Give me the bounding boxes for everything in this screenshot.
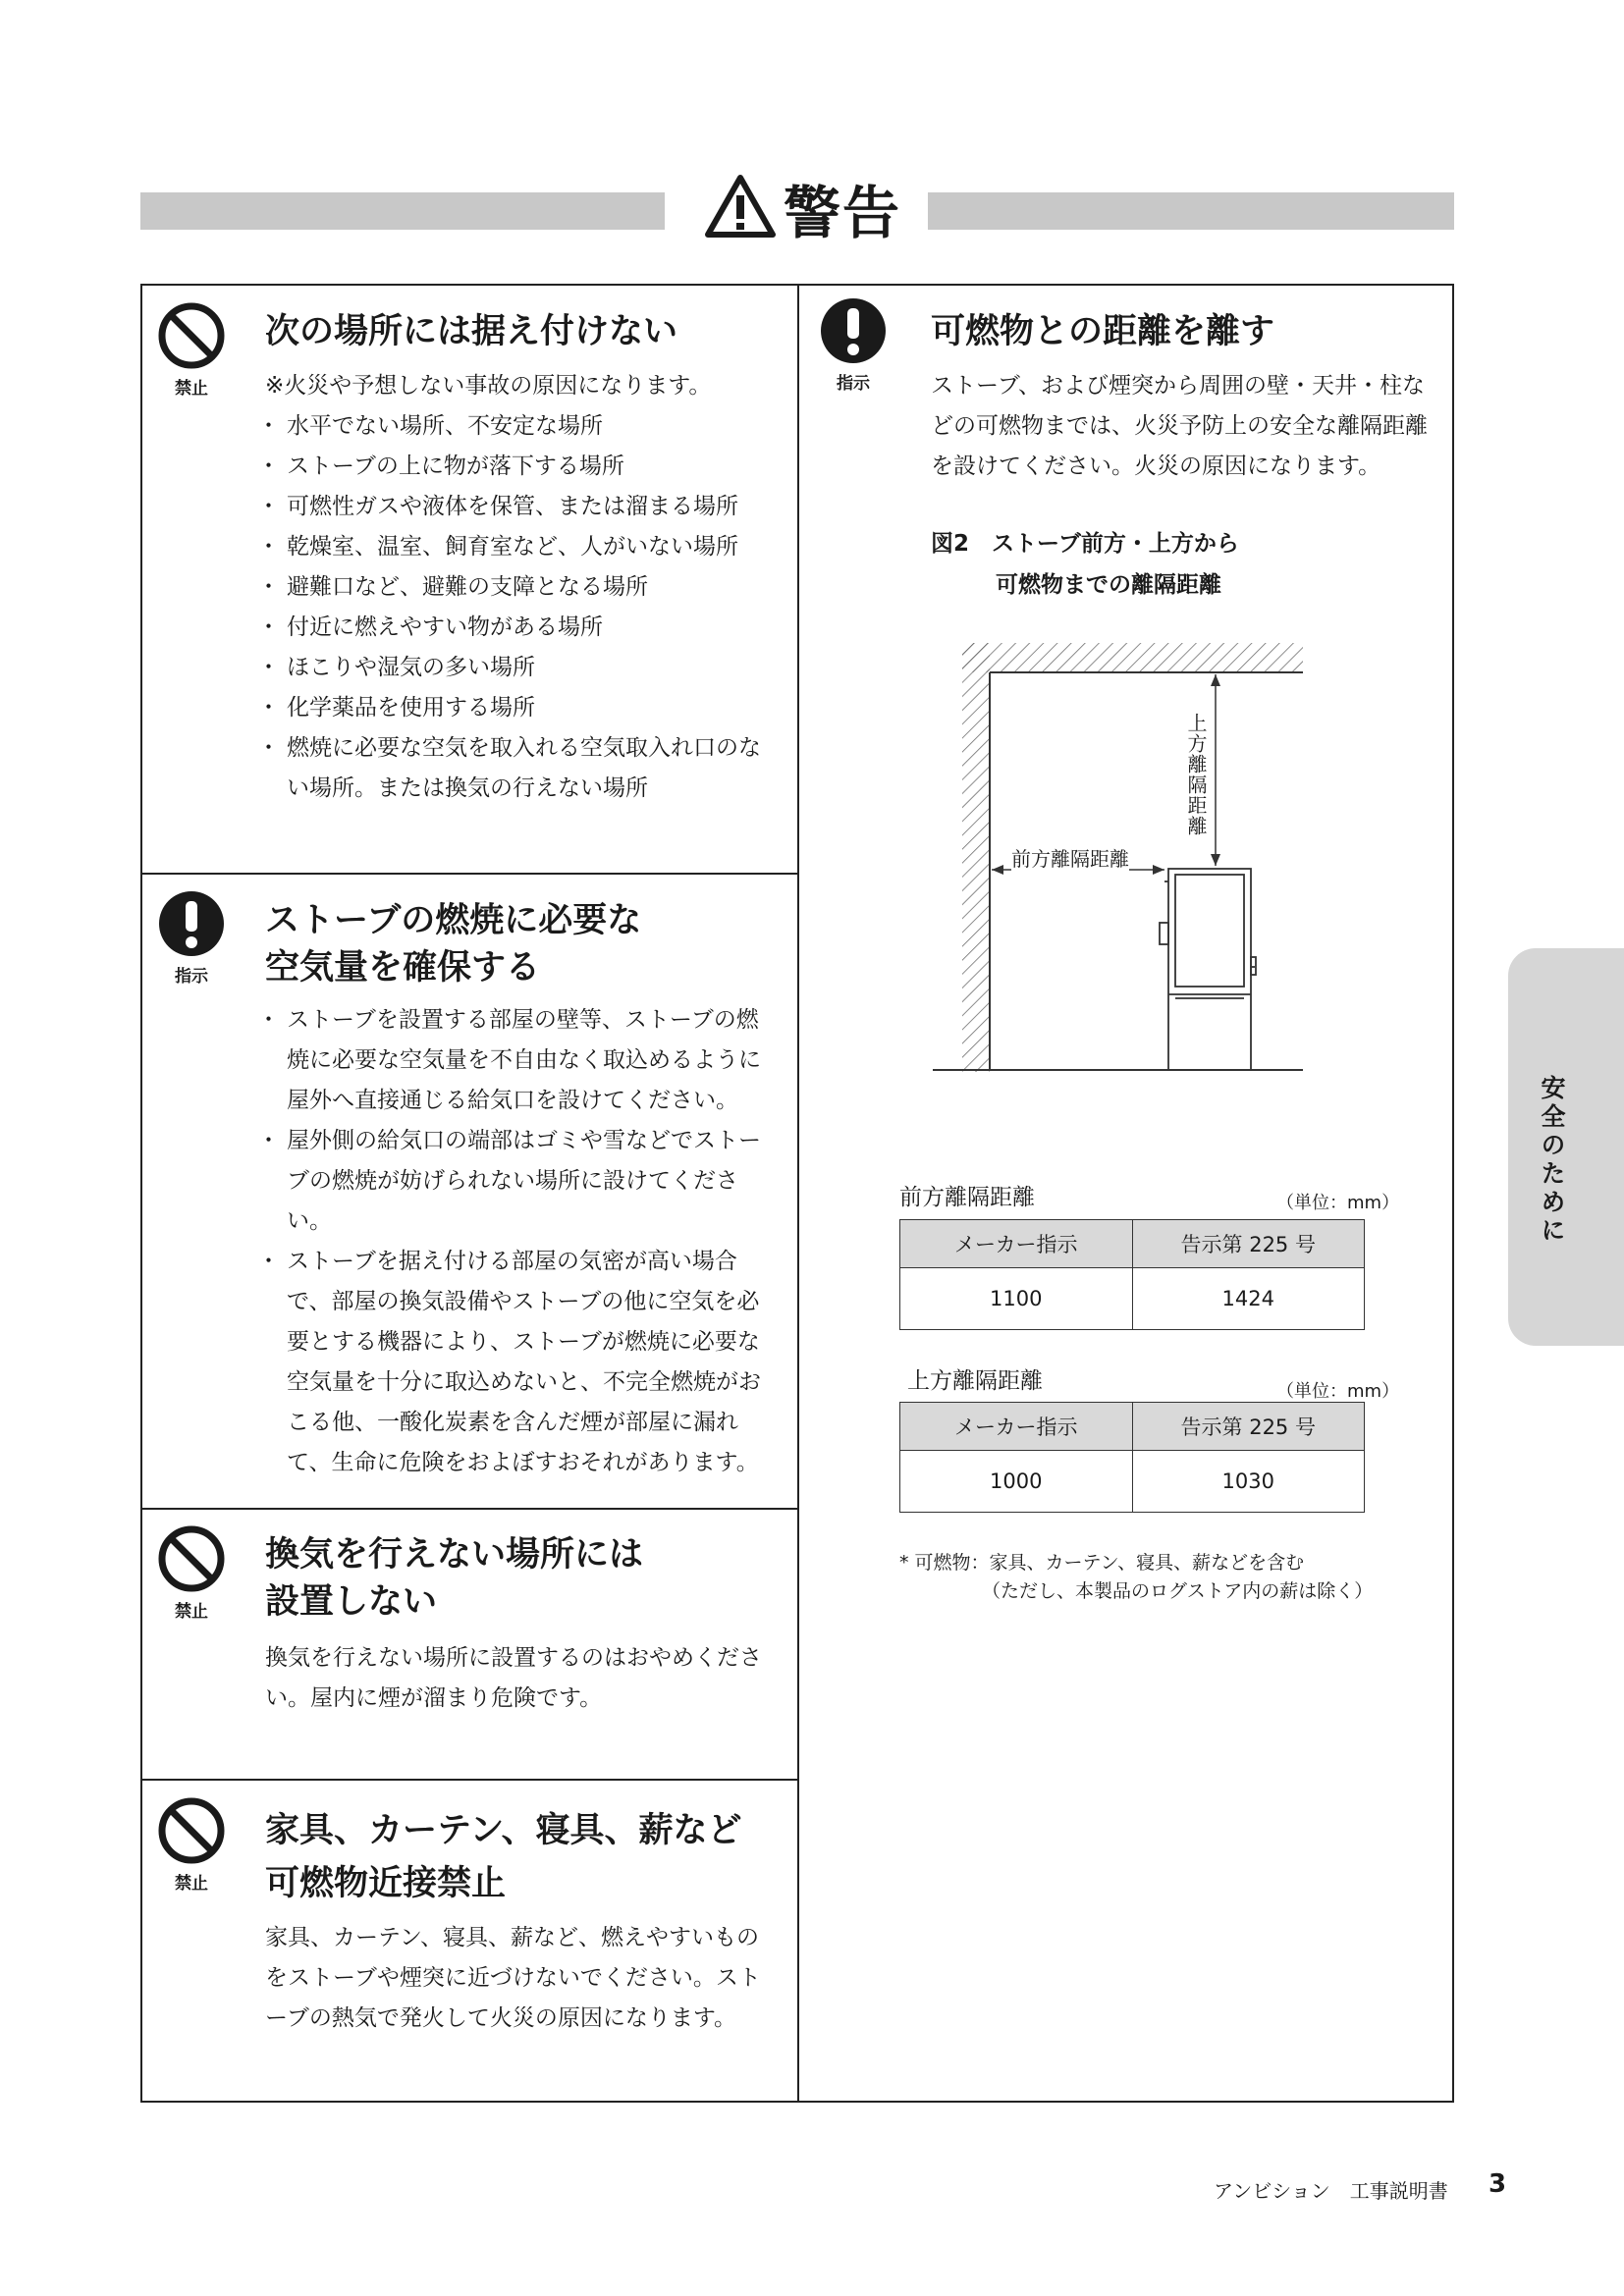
instruction-icon-right [819, 296, 888, 394]
list-item: ・ ストーブの上に物が落下する場所 [265, 447, 776, 487]
warning-triangle-icon [705, 174, 776, 242]
table-label-front: 前方離隔距離 [899, 1185, 1035, 1210]
section-title-4 [265, 1804, 741, 1910]
footnote [899, 1549, 1373, 1606]
icon-label: 指示 [175, 967, 208, 987]
table-cell: 1030 [1132, 1451, 1365, 1513]
section-title-right: 可燃物との距離を離す [931, 312, 1275, 351]
table-cell: 1000 [900, 1451, 1133, 1513]
exclamation-circle-icon [157, 889, 226, 958]
table-label-top: 上方離隔距離 [907, 1368, 1043, 1394]
prohibition-icon-4 [157, 1796, 226, 1894]
footnote-line: （ただし、本製品のログストア内の薪は除く） [982, 1580, 1374, 1602]
table-cell: 1100 [900, 1268, 1133, 1330]
section-title-line: 換気を行えない場所には [265, 1535, 644, 1575]
table-row [900, 1268, 1365, 1330]
footnote-line: * 可燃物：家具、カーテン、寝具、薪などを含む [899, 1552, 1305, 1574]
list-item: ・ ほこりや湿気の多い場所 [265, 648, 776, 688]
list-item: ・ 乾燥室、温室、飼育室など、人がいない場所 [265, 527, 776, 567]
list-item: ・ 燃焼に必要な空気を取入れる空気取入れ口のない場所。または換気の行えない場所 [265, 728, 776, 809]
top-clearance-label: 上方離隔距離 [1184, 713, 1208, 836]
section-title-1: 次の場所には据え付けない [265, 312, 678, 351]
figure-title-line: 可燃物までの離隔距離 [996, 572, 1221, 598]
list-item: ・ 水平でない場所、不安定な場所 [265, 406, 776, 447]
table-header: メーカー指示 [900, 1403, 1133, 1451]
table-unit-front: （単位：mm） [1276, 1193, 1400, 1213]
prohibition-symbol-icon [157, 301, 226, 370]
table-header: 告示第 225 号 [1132, 1403, 1365, 1451]
section-body-1 [265, 366, 776, 809]
section-title-line: 設置しない [265, 1582, 438, 1622]
section-note: ※火災や予想しない事故の原因になります。 [265, 373, 712, 399]
list-item: ・ 可燃性ガスや液体を保管、または溜まる場所 [265, 487, 776, 527]
table-cell: 1424 [1132, 1268, 1365, 1330]
icon-label: 禁止 [175, 1602, 208, 1622]
section-body-4: 家具、カーテン、寝具、薪など、燃えやすいものをストーブや煙突に近づけないでください。ストーブの熱気で発火して火災の原因になります。 [265, 1925, 761, 2031]
front-clearance-label: 前方離隔距離 [1011, 843, 1129, 872]
page-title: 警告 [784, 180, 902, 246]
page-number: 3 [1489, 2169, 1507, 2199]
side-tab-label: 安全のために [1538, 1075, 1566, 1246]
section-title-line: ストーブの燃焼に必要な [265, 901, 642, 940]
list-item: ・ 付近に燃えやすい物がある場所 [265, 608, 776, 648]
table-header: メーカー指示 [900, 1220, 1133, 1268]
section-divider-1 [140, 873, 798, 875]
section-title-2 [265, 897, 641, 991]
table-unit-top: （単位：mm） [1276, 1381, 1400, 1402]
prohibition-icon-3 [157, 1524, 226, 1622]
list-item: ・ ストーブを据え付ける部屋の気密が高い場合で、部屋の換気設備やストーブの他に空気を必要とする機器により、ストーブが燃焼に必要な空気量を十分に取込めないと、不完全燃焼がおこる他、一酸化炭素を含んだ煙が部屋に漏れて、生命に危険をおよぼすおそれがあります。 [265, 1242, 776, 1483]
exclamation-circle-icon [819, 296, 888, 365]
prohibition-symbol-icon [157, 1524, 226, 1593]
table-header: 告示第 225 号 [1132, 1220, 1365, 1268]
section-divider-2 [140, 1508, 798, 1510]
section-body-3: 換気を行えない場所に設置するのはおやめください。屋内に煙が溜まり危険です。 [265, 1645, 762, 1711]
prohibition-icon-1 [157, 301, 226, 399]
icon-label: 禁止 [175, 1874, 208, 1894]
section-body-2 [265, 1000, 776, 1483]
list-item: ・ 化学薬品を使用する場所 [265, 688, 776, 728]
figure-title-line: 図2 ストーブ前方・上方から [931, 531, 1239, 557]
footer-title: アンビション 工事説明書 [1214, 2179, 1448, 2203]
column-divider [797, 284, 799, 2103]
section-title-line: 家具、カーテン、寝具、薪など [265, 1811, 742, 1850]
front-clearance-table [899, 1219, 1365, 1330]
section-body-right: ストーブ、および煙突から周囲の壁・天井・柱などの可燃物までは、火災予防上の安全な離隔距離を設けてください。火災の原因になります。 [931, 373, 1428, 479]
list-item: ・ ストーブを設置する部屋の壁等、ストーブの燃焼に必要な空気量を不自由なく取込めるように屋外へ直接通じる給気口を設けてください。 [265, 1000, 776, 1121]
header-bar-left [140, 192, 665, 230]
section-title-3 [265, 1531, 643, 1626]
table-row [900, 1451, 1365, 1513]
header-bar-right [928, 192, 1454, 230]
section-title-line: 可燃物近接禁止 [265, 1864, 507, 1903]
icon-label: 指示 [837, 374, 870, 394]
table-header-row [900, 1403, 1365, 1451]
table-header-row [900, 1220, 1365, 1268]
list-item: ・ 屋外側の給気口の端部はゴミや雪などでストーブの燃焼が妨げられない場所に設けてください。 [265, 1121, 776, 1242]
figure-title [931, 523, 1239, 606]
section-title-line: 空気量を確保する [265, 948, 541, 988]
list-item: ・ 避難口など、避難の支障となる場所 [265, 567, 776, 608]
top-clearance-table [899, 1402, 1365, 1513]
section-divider-3 [140, 1779, 798, 1781]
prohibition-symbol-icon [157, 1796, 226, 1865]
warning-header [705, 169, 921, 247]
instruction-icon-2 [157, 889, 226, 987]
icon-label: 禁止 [175, 379, 208, 399]
